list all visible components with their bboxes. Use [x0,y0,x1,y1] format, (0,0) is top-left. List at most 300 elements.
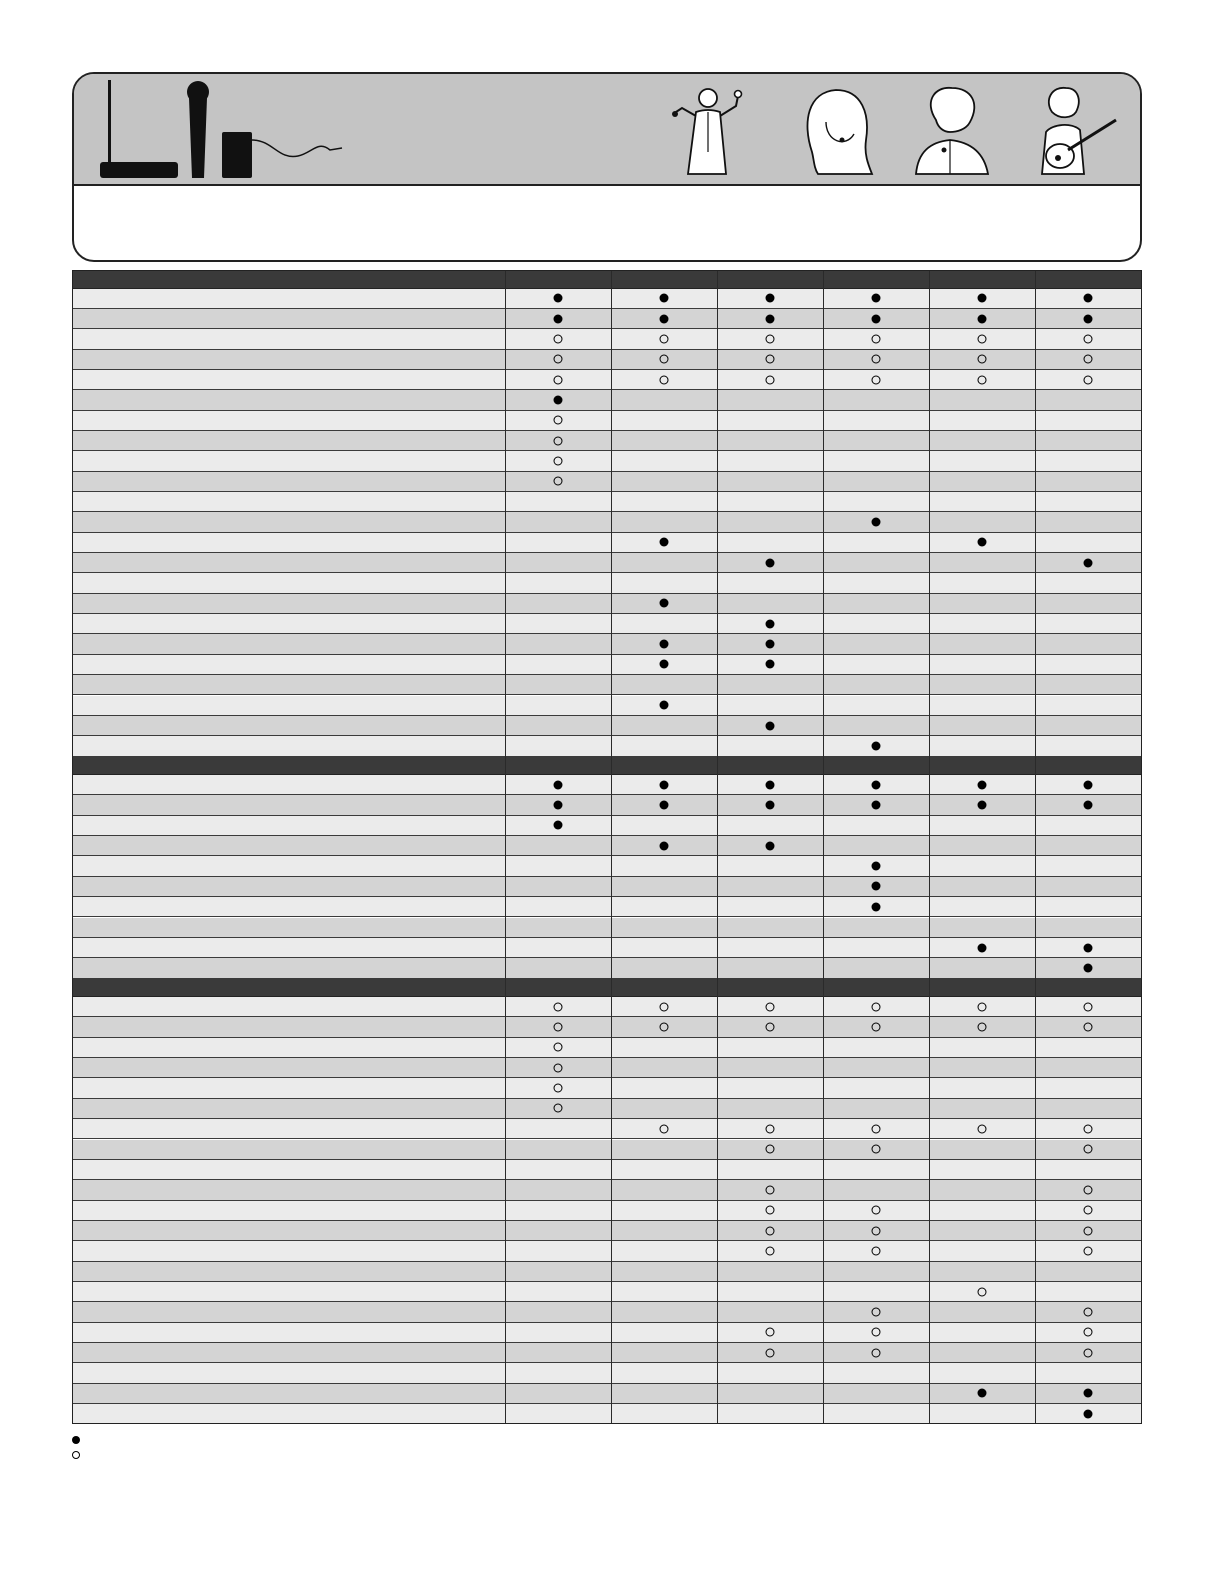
table-cell [505,1343,611,1362]
open-dot-icon [978,355,987,364]
table-cell [505,716,611,735]
row-label [78,594,498,613]
table-cell [611,1384,717,1403]
filled-dot-icon [660,841,669,850]
table-cell [929,1017,1035,1036]
open-dot-icon [660,1023,669,1032]
table-cell [505,836,611,855]
row-label [78,533,498,552]
table-cell [929,856,1035,875]
row-label [78,411,498,430]
table-row [72,716,1142,736]
header-panel [72,72,1142,262]
row-label [78,431,498,450]
section-title [78,757,498,775]
table-cell [823,1323,929,1342]
table-cell [717,897,823,916]
table-cell [929,553,1035,572]
open-dot-icon [554,477,563,486]
filled-dot-icon [1084,801,1093,810]
row-label [78,1119,498,1138]
table-cell [505,1017,611,1036]
table-cell [717,1201,823,1220]
open-dot-icon [872,1124,881,1133]
table-cell [505,1363,611,1382]
table-cell [823,1099,929,1118]
open-dot-icon [1084,1307,1093,1316]
open-dot-icon [766,1226,775,1235]
table-cell [505,1201,611,1220]
table-row [72,1302,1142,1322]
table-cell [929,997,1035,1016]
table-cell [505,1078,611,1097]
table-row [72,533,1142,553]
filled-dot-icon [766,294,775,303]
table-cell [611,1302,717,1321]
open-dot-icon [554,1043,563,1052]
table-row [72,614,1142,634]
table-cell [611,329,717,348]
table-cell [929,289,1035,308]
row-label [78,573,498,592]
open-dot-icon [766,1124,775,1133]
table-cell [929,897,1035,916]
table-cell [1035,1160,1141,1179]
table-cell [823,1140,929,1159]
filled-dot-icon [766,558,775,567]
filled-dot-icon [660,599,669,608]
table-cell [929,370,1035,389]
table-cell [823,370,929,389]
table-cell [717,675,823,694]
table-cell [717,1017,823,1036]
table-cell [717,1099,823,1118]
table-cell [929,1058,1035,1077]
table-cell [823,512,929,531]
filled-dot-icon [660,801,669,810]
table-cell [929,1241,1035,1260]
table-row [72,1119,1142,1139]
table-cell [1035,573,1141,592]
row-label [78,1099,498,1118]
table-cell [823,492,929,511]
open-dot-icon [660,334,669,343]
table-cell [823,451,929,470]
table-cell [1035,1282,1141,1301]
table-cell [929,795,1035,814]
table-cell [717,1140,823,1159]
table-cell [1035,655,1141,674]
table-cell [929,594,1035,613]
section-header-row [72,270,1142,289]
row-label [78,350,498,369]
table-cell [1035,696,1141,715]
table-cell [1035,472,1141,491]
row-label [78,1140,498,1159]
table-cell [1035,390,1141,409]
open-dot-icon [766,334,775,343]
table-cell [717,289,823,308]
table-cell [1035,997,1141,1016]
table-cell [611,1119,717,1138]
table-cell [1035,877,1141,896]
table-cell [929,390,1035,409]
filled-dot-icon [766,640,775,649]
table-cell [611,1343,717,1362]
table-cell [611,634,717,653]
table-cell [717,775,823,794]
table-cell [611,938,717,957]
table-cell [611,1221,717,1240]
table-cell [1035,350,1141,369]
table-cell [505,329,611,348]
table-cell [1035,795,1141,814]
table-cell [823,1241,929,1260]
table-cell [611,856,717,875]
table-cell [505,795,611,814]
open-dot-icon [766,1348,775,1357]
open-dot-icon [766,1328,775,1337]
open-dot-icon [1084,1023,1093,1032]
table-cell [717,877,823,896]
table-cell [611,997,717,1016]
open-dot-icon [766,1023,775,1032]
open-dot-icon [872,1246,881,1255]
table-cell [1035,411,1141,430]
table-cell [717,716,823,735]
table-cell [1035,492,1141,511]
table-cell [611,573,717,592]
table-row [72,309,1142,329]
filled-dot-icon [1084,1389,1093,1398]
table-cell [505,1241,611,1260]
filled-dot-icon [1084,780,1093,789]
open-dot-icon [660,1002,669,1011]
row-label [78,795,498,814]
table-row [72,492,1142,512]
row-label [78,1323,498,1342]
table-cell [611,675,717,694]
filled-dot-icon [978,780,987,789]
table-row [72,1078,1142,1098]
table-row [72,1140,1142,1160]
open-dot-icon [554,375,563,384]
table-cell [823,1221,929,1240]
open-dot-icon [978,1287,987,1296]
filled-dot-icon [872,314,881,323]
table-cell [505,775,611,794]
table-cell [505,350,611,369]
table-cell [823,716,929,735]
table-cell [717,634,823,653]
row-label [78,289,498,308]
table-cell [929,1384,1035,1403]
table-cell [823,1302,929,1321]
open-dot-icon [1084,375,1093,384]
table-cell [505,634,611,653]
open-dot-icon [554,334,563,343]
table-cell [929,938,1035,957]
open-dot-icon [872,355,881,364]
table-cell [717,1384,823,1403]
table-row [72,1282,1142,1302]
filled-dot-icon [766,314,775,323]
open-dot-icon [766,1206,775,1215]
table-cell [823,390,929,409]
table-cell [929,512,1035,531]
comparison-table [72,270,1142,1424]
row-label [78,451,498,470]
open-dot-icon [554,436,563,445]
table-cell [1035,614,1141,633]
product-family-icon [98,76,418,184]
table-cell [823,1262,929,1281]
headworn-presenter-icon [796,82,878,182]
table-cell [929,309,1035,328]
table-cell [505,918,611,937]
table-cell [505,675,611,694]
table-row [72,696,1142,716]
table-row [72,594,1142,614]
row-label [78,1384,498,1403]
filled-dot-icon [766,660,775,669]
section-header-row [72,979,1142,998]
table-row [72,431,1142,451]
table-cell [505,1302,611,1321]
table-cell [505,1160,611,1179]
table-cell [505,512,611,531]
filled-dot-icon [872,801,881,810]
row-label [78,1363,498,1382]
table-cell [929,716,1035,735]
table-cell [505,1058,611,1077]
table-cell [929,1180,1035,1199]
table-cell [929,1262,1035,1281]
table-cell [717,1038,823,1057]
table-cell [929,329,1035,348]
filled-dot-icon [660,780,669,789]
filled-dot-icon [554,294,563,303]
table-cell [1035,309,1141,328]
table-cell [717,1302,823,1321]
table-cell [823,897,929,916]
row-label [78,696,498,715]
table-cell [1035,1058,1141,1077]
table-cell [929,1201,1035,1220]
table-cell [823,573,929,592]
row-label [78,1262,498,1281]
bodypack-transmitter-icon [222,132,342,178]
table-row [72,918,1142,938]
table-cell [611,1262,717,1281]
open-dot-icon [554,456,563,465]
table-cell [929,1099,1035,1118]
filled-dot-icon [660,640,669,649]
table-cell [505,1119,611,1138]
open-dot-icon [554,1023,563,1032]
table-cell [929,1140,1035,1159]
table-cell [823,533,929,552]
open-dot-icon [554,1084,563,1093]
row-label [78,492,498,511]
table-cell [611,350,717,369]
filled-dot-icon [660,660,669,669]
filled-dot-icon [72,1436,80,1444]
table-row [72,329,1142,349]
table-cell [505,1180,611,1199]
table-cell [505,1099,611,1118]
row-label [78,1282,498,1301]
table-cell [611,897,717,916]
filled-dot-icon [766,619,775,628]
table-cell [611,696,717,715]
table-cell [1035,533,1141,552]
table-cell [717,472,823,491]
table-cell [1035,1384,1141,1403]
table-cell [505,997,611,1016]
table-cell [717,836,823,855]
row-label [78,614,498,633]
filled-dot-icon [1084,314,1093,323]
table-row [72,1343,1142,1363]
table-cell [823,614,929,633]
table-cell [929,696,1035,715]
table-cell [717,329,823,348]
row-label [78,309,498,328]
table-cell [1035,1323,1141,1342]
open-dot-icon [872,1023,881,1032]
table-cell [823,594,929,613]
open-dot-icon [978,334,987,343]
row-label [78,553,498,572]
table-cell [611,390,717,409]
table-cell [1035,1404,1141,1423]
table-cell [1035,1343,1141,1362]
filled-dot-icon [554,801,563,810]
filled-dot-icon [660,538,669,547]
table-cell [1035,634,1141,653]
filled-dot-icon [872,902,881,911]
table-cell [505,1038,611,1057]
table-cell [1035,1078,1141,1097]
table-cell [823,1119,929,1138]
table-cell [505,1404,611,1423]
open-dot-icon [660,375,669,384]
open-dot-icon [872,334,881,343]
table-cell [611,1058,717,1077]
table-row [72,1099,1142,1119]
open-dot-icon [1084,1124,1093,1133]
row-label [78,1078,498,1097]
table-cell [929,1078,1035,1097]
table-cell [611,594,717,613]
table-cell [823,1384,929,1403]
filled-dot-icon [554,395,563,404]
table-cell [717,309,823,328]
vocalist-icon [670,82,754,182]
filled-dot-icon [978,314,987,323]
table-cell [611,1241,717,1260]
table-cell [717,492,823,511]
table-cell [611,877,717,896]
table-cell [717,938,823,957]
table-cell [929,573,1035,592]
column-divider [1035,270,1036,1424]
table-cell [717,1221,823,1240]
table-cell [823,309,929,328]
table-cell [1035,1119,1141,1138]
open-dot-icon [978,1124,987,1133]
table-cell [1035,897,1141,916]
table-cell [1035,775,1141,794]
table-row [72,451,1142,471]
table-cell [611,1140,717,1159]
table-cell [823,1282,929,1301]
open-dot-icon [766,375,775,384]
table-cell [929,918,1035,937]
table-row [72,1241,1142,1261]
row-label [78,329,498,348]
table-cell [611,1404,717,1423]
table-cell [717,795,823,814]
table-cell [717,696,823,715]
row-label [78,877,498,896]
table-cell [823,877,929,896]
table-row [72,1180,1142,1200]
table-cell [1035,716,1141,735]
table-cell [505,938,611,957]
row-label [78,836,498,855]
table-row [72,856,1142,876]
table-cell [611,1323,717,1342]
table-cell [1035,1201,1141,1220]
table-cell [929,411,1035,430]
filled-dot-icon [872,882,881,891]
open-dot-icon [766,1002,775,1011]
table-cell [929,816,1035,835]
filled-dot-icon [1084,1409,1093,1418]
row-label [78,370,498,389]
table-cell [823,856,929,875]
table-cell [823,775,929,794]
table-cell [929,1323,1035,1342]
table-cell [1035,675,1141,694]
table-cell [823,836,929,855]
table-cell [717,533,823,552]
table-row [72,1262,1142,1282]
table-cell [505,1221,611,1240]
table-cell [717,1078,823,1097]
table-cell [1035,1099,1141,1118]
row-label [78,816,498,835]
table-cell [823,1343,929,1362]
open-dot-icon [554,416,563,425]
table-cell [505,492,611,511]
table-cell [823,634,929,653]
table-row [72,1404,1142,1424]
table-cell [717,614,823,633]
row-label [78,1404,498,1423]
table-cell [823,411,929,430]
table-cell [505,309,611,328]
table-cell [505,958,611,977]
table-cell [611,309,717,328]
table-cell [823,1058,929,1077]
table-cell [1035,451,1141,470]
table-cell [929,958,1035,977]
table-cell [505,594,611,613]
handheld-microphone-icon [187,81,209,178]
